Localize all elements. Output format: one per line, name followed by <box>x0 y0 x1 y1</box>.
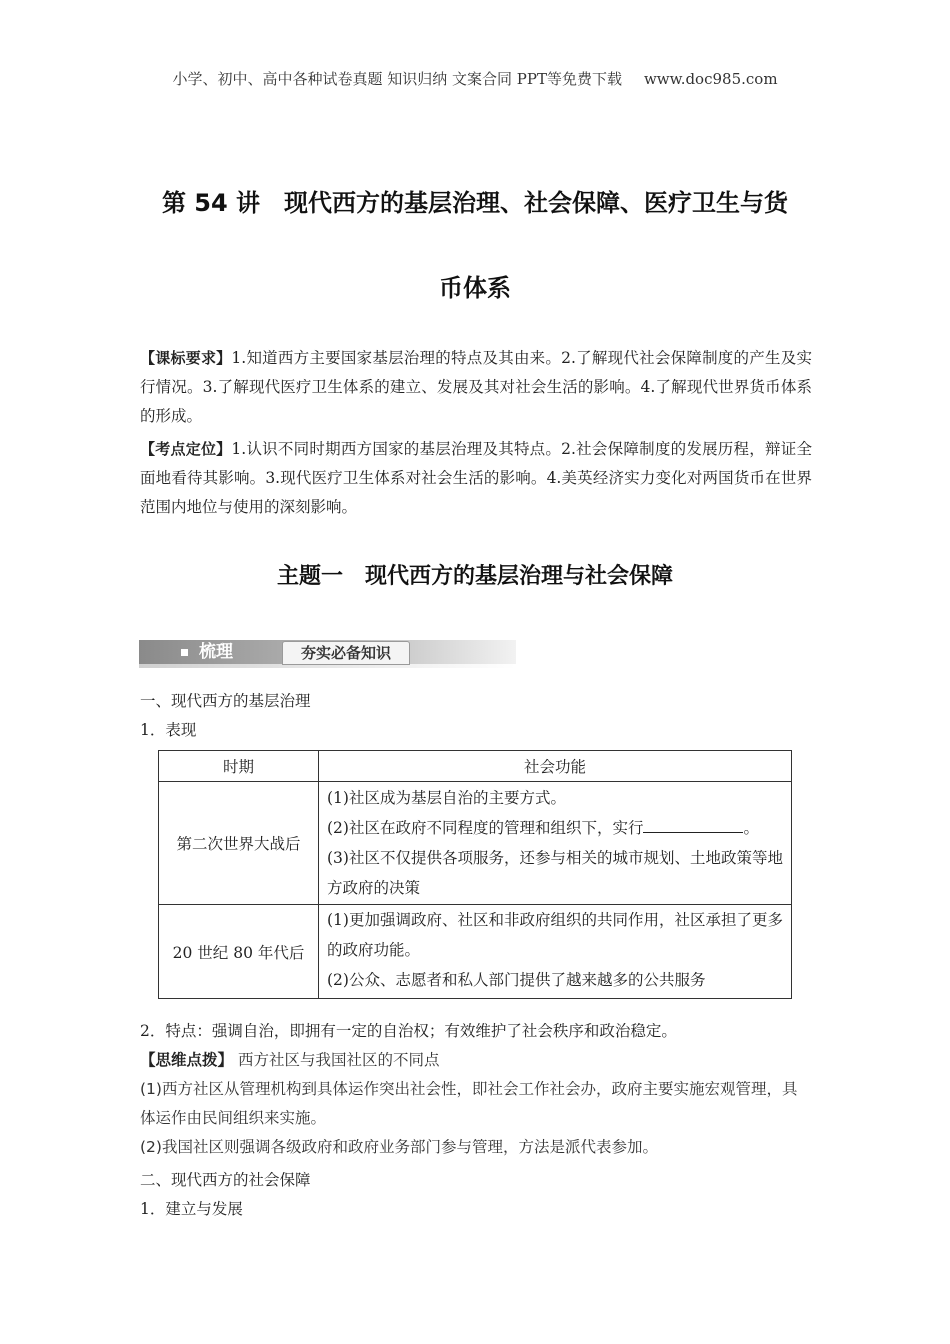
row2-functions <box>319 905 792 999</box>
row1-line2: (2)社区在政府不同程度的管理和组织下，实行 。 <box>327 813 783 843</box>
section1-heading: 一、现代西方的基层治理 <box>140 692 311 710</box>
table-row <box>159 782 792 905</box>
table-row <box>159 905 792 999</box>
section2-heading: 二、现代西方的社会保障 <box>140 1171 311 1189</box>
positioning-text: 1.认识不同时期西方国家的基层治理及其特点。2.社会保障制度的发展历程，辩证全面地看待其影响。3.现代医疗卫生体系对社会生活的影响。4.美英经济实力变化对两国货币在世界范围内地位与使用的深刻影响。 <box>140 440 812 516</box>
square-bullet-icon <box>181 649 188 656</box>
requirements-label: 【课标要求】 <box>140 349 232 367</box>
lecture-title-line1: 第 54 讲 现代西方的基层治理、社会保障、医疗卫生与货 <box>161 189 789 217</box>
row1-period: 第二次世界大战后 <box>159 782 319 905</box>
review-banner <box>139 640 516 670</box>
features-label: 2．特点： <box>140 1022 212 1040</box>
header-site-link[interactable]: www.doc985.com <box>643 70 778 88</box>
positioning-label: 【考点定位】 <box>140 440 232 458</box>
thinking-point-1: (1)西方社区从管理机构到具体运作突出社会性，即社会工作社会办，政府主要实施宏观管理，具体运作由民间组织来实施。 <box>140 1080 798 1127</box>
thinking-title: 西方社区与我国社区的不同点 <box>237 1051 440 1069</box>
governance-table <box>158 750 792 999</box>
banner-tag: 夯实必备知识 <box>282 641 410 665</box>
section2-sub1: 1．建立与发展 <box>140 1200 243 1218</box>
row1-line1: (1)社区成为基层自治的主要方式。 <box>327 789 566 807</box>
requirements-text: 1.知道西方主要国家基层治理的特点及其由来。2.了解现代社会保障制度的产生及实行情况。3.了解现代医疗卫生体系的建立、发展及其对社会生活的影响。4.了解现代世界货币体系的形成。 <box>140 349 812 425</box>
requirements-paragraph <box>140 344 812 431</box>
thinking-box <box>140 1046 812 1162</box>
thinking-point-2: (2)我国社区则强调各级政府和政府业务部门参与管理，方法是派代表参加。 <box>140 1138 658 1156</box>
banner-title: 梳理 <box>199 642 233 662</box>
row2-line1: (1)更加强调政府、社区和非政府组织的共同作用，社区承担了更多的政府功能。 <box>327 911 783 959</box>
table-header-function: 社会功能 <box>319 751 792 782</box>
thinking-label: 【思维点拨】 <box>140 1051 234 1069</box>
thinking-heading <box>140 1046 812 1075</box>
section1-sub1: 1．表现 <box>140 721 197 739</box>
row2-period: 20 世纪 80 年代后 <box>159 905 319 999</box>
header-text: 小学、初中、高中各种试卷真题 知识归纳 文案合同 PPT等免费下载 <box>172 70 622 88</box>
lecture-title-line2: 币体系 <box>439 274 511 302</box>
table-header-period: 时期 <box>159 751 319 782</box>
table-header-row <box>159 751 792 782</box>
page-header <box>0 68 950 89</box>
row2-line2: (2)公众、志愿者和私人部门提供了越来越多的公共服务 <box>327 971 706 989</box>
features-text: 强调自治，即拥有一定的自治权；有效维护了社会秩序和政治稳定。 <box>211 1022 677 1040</box>
fill-in-blank[interactable] <box>643 816 743 833</box>
section1-sub2 <box>140 1019 677 1043</box>
row1-functions <box>319 782 792 905</box>
topic1-heading: 主题一 现代西方的基层治理与社会保障 <box>276 564 673 589</box>
row1-line3: (3)社区不仅提供各项服务，还参与相关的城市规划、土地政策等地方政府的决策 <box>327 849 783 897</box>
positioning-paragraph <box>140 435 812 522</box>
